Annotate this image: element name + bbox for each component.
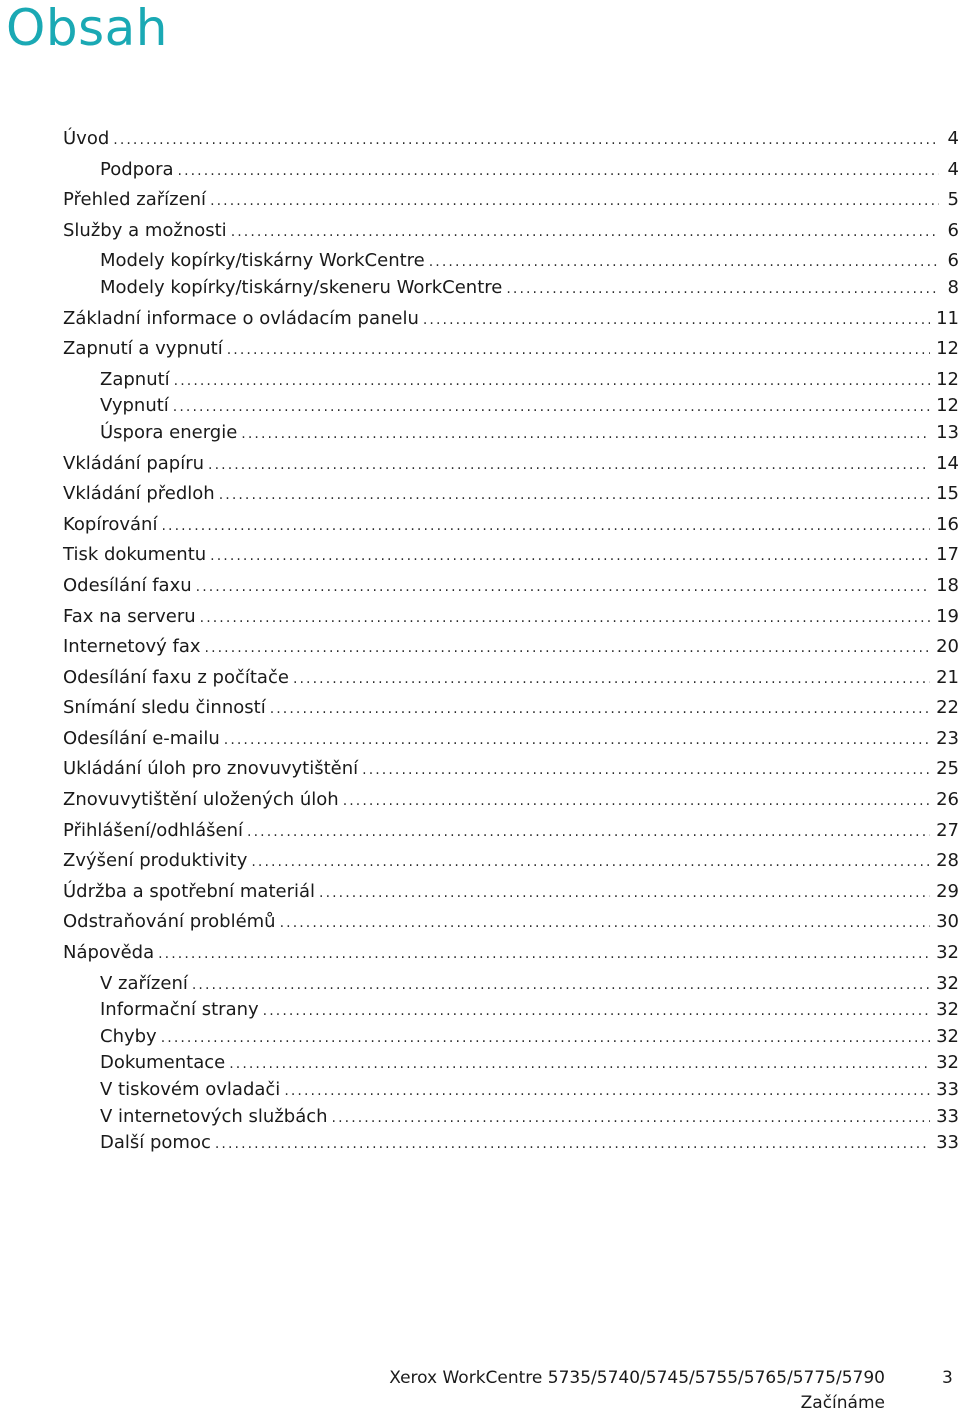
toc-entry[interactable]	[63, 728, 959, 759]
toc-entry[interactable]	[63, 1052, 959, 1079]
toc-entry-page: 23	[936, 727, 959, 749]
toc-entry[interactable]	[63, 1026, 959, 1053]
toc-entry-title: Vkládání předloh	[63, 483, 215, 505]
toc-entry-page: 11	[936, 307, 959, 329]
toc-entry-page: 26	[936, 789, 959, 811]
toc-entry[interactable]	[63, 369, 959, 396]
toc-entry[interactable]	[63, 1106, 959, 1133]
toc-entry-title: Zapnutí a vypnutí	[63, 338, 223, 360]
toc-entry-title: Kopírování	[63, 513, 158, 535]
toc-dot-leader	[280, 915, 931, 931]
toc-entry-title: Tisk dokumentu	[63, 544, 207, 566]
toc-entry-title: Informační strany	[100, 999, 259, 1021]
toc-entry-title: Chyby	[100, 1025, 157, 1047]
toc-entry-page: 33	[936, 1105, 959, 1127]
toc-entry[interactable]	[63, 277, 959, 304]
toc-entry[interactable]	[63, 250, 959, 277]
toc-entry-title: Vypnutí	[100, 395, 169, 417]
toc-entry-title: Snímání sledu činností	[63, 697, 266, 719]
toc-dot-leader	[161, 518, 930, 534]
toc-dot-leader	[208, 457, 930, 473]
toc-entry[interactable]	[63, 483, 959, 514]
toc-entry[interactable]	[63, 453, 959, 484]
toc-entry-page: 6	[947, 219, 959, 241]
toc-dot-leader	[231, 224, 939, 240]
toc-entry[interactable]	[63, 128, 959, 159]
toc-entry-title: Přehled zařízení	[63, 189, 207, 211]
toc-entry[interactable]	[63, 1132, 959, 1159]
toc-entry-title: Ukládání úloh pro znovuvytištění	[63, 758, 359, 780]
toc-entry-page: 19	[936, 605, 959, 627]
toc-dot-leader	[229, 1056, 930, 1072]
toc-entry-page: 18	[936, 574, 959, 596]
toc-entry-title: V tiskovém ovladači	[100, 1079, 281, 1100]
toc-entry[interactable]	[63, 220, 959, 251]
toc-dot-leader	[205, 640, 931, 656]
toc-dot-leader	[227, 342, 930, 358]
toc-entry-page: 30	[936, 911, 959, 933]
toc-dot-leader	[343, 793, 930, 809]
toc-entry[interactable]	[63, 667, 959, 698]
toc-entry[interactable]	[63, 999, 959, 1026]
footer-page-number: 3	[942, 1368, 953, 1388]
toc-dot-leader	[200, 610, 930, 626]
toc-entry-page: 28	[936, 850, 959, 872]
toc-entry-page: 32	[936, 1025, 959, 1047]
toc-entry[interactable]	[63, 395, 959, 422]
toc-entry-page: 27	[936, 819, 959, 841]
toc-entry[interactable]	[63, 789, 959, 820]
toc-entry-title: Nápověda	[63, 942, 155, 964]
toc-entry-page: 25	[936, 758, 959, 780]
toc-entry-page: 17	[936, 544, 959, 566]
toc-dot-leader	[293, 671, 930, 687]
toc-entry[interactable]	[63, 544, 959, 575]
toc-dot-leader	[251, 854, 930, 870]
toc-entry-title: Fax na serveru	[63, 605, 196, 627]
toc-dot-leader	[319, 885, 930, 901]
toc-entry-page: 21	[936, 666, 959, 688]
toc-entry-title: Zapnutí	[100, 368, 170, 390]
toc-dot-leader	[210, 548, 930, 564]
footer-product: Xerox WorkCentre 5735/5740/5745/5755/5765/5775/5790	[389, 1368, 885, 1388]
toc-entry-title: Odesílání e-mailu	[63, 727, 220, 749]
toc-dot-leader	[173, 399, 930, 415]
toc-entry-page: 12	[936, 338, 959, 360]
toc-entry-title: Úvod	[63, 128, 110, 149]
toc-entry-page: 4	[947, 158, 959, 180]
toc-dot-leader	[332, 1110, 931, 1126]
toc-entry-title: Další pomoc	[100, 1132, 211, 1154]
toc-entry-page: 16	[936, 513, 959, 535]
toc-entry-page: 20	[936, 636, 959, 658]
toc-entry-title: Dokumentace	[100, 1052, 226, 1074]
toc-entry-page: 13	[936, 421, 959, 443]
toc-entry-page: 32	[936, 942, 959, 964]
toc-entry[interactable]	[63, 308, 959, 339]
toc-entry-title: Odesílání faxu z počítače	[63, 666, 289, 688]
toc-dot-leader	[192, 977, 930, 993]
toc-entry-title: Základní informace o ovládacím panelu	[63, 307, 419, 329]
toc-entry[interactable]	[63, 422, 959, 449]
toc-entry-page: 32	[936, 972, 959, 994]
toc-dot-leader	[215, 1136, 930, 1152]
toc-entry[interactable]	[63, 973, 959, 1000]
toc-entry[interactable]	[63, 850, 959, 881]
toc-entry[interactable]	[63, 820, 959, 851]
toc-entry-title: Modely kopírky/tiskárny WorkCentre	[100, 250, 425, 272]
toc-entry-page: 32	[936, 999, 959, 1021]
toc-entry[interactable]	[63, 606, 959, 637]
toc-entry[interactable]	[63, 159, 959, 186]
toc-entry-page: 15	[936, 483, 959, 505]
toc-entry-page: 8	[947, 276, 959, 298]
toc-entry[interactable]	[63, 636, 959, 667]
toc-entry-title: Úspora energie	[100, 421, 238, 443]
toc-entry-page: 33	[936, 1132, 959, 1154]
toc-entry-page: 5	[947, 189, 959, 211]
toc-dot-leader	[224, 732, 930, 748]
toc-entry-title: Zvýšení produktivity	[63, 850, 248, 872]
toc-dot-leader	[506, 281, 939, 297]
toc-dot-leader	[263, 1003, 930, 1019]
toc-entry[interactable]	[63, 338, 959, 369]
toc-entry-title: Odstraňování problémů	[63, 911, 276, 933]
toc-entry-page: 4	[947, 128, 959, 149]
toc-entry-page: 29	[936, 880, 959, 902]
toc-entry-page: 12	[936, 368, 959, 390]
page-footer	[389, 1366, 885, 1416]
footer-section: Začínáme	[800, 1393, 885, 1413]
page-title: Obsah	[6, 0, 168, 57]
toc-entry-title: Služby a možnosti	[63, 219, 227, 241]
toc-entry-title: Odesílání faxu	[63, 574, 192, 596]
table-of-contents	[63, 128, 959, 1159]
toc-entry[interactable]	[63, 942, 959, 973]
toc-entry-title: Podpora	[100, 158, 174, 180]
toc-entry-title: V zařízení	[100, 972, 188, 994]
toc-entry[interactable]	[63, 758, 959, 789]
toc-dot-leader	[174, 373, 930, 389]
toc-dot-leader	[219, 487, 930, 503]
toc-dot-leader	[196, 579, 930, 595]
toc-entry[interactable]	[63, 697, 959, 728]
toc-entry-title: Modely kopírky/tiskárny/skeneru WorkCentre	[100, 276, 503, 298]
toc-entry[interactable]	[63, 911, 959, 942]
toc-dot-leader	[423, 312, 930, 328]
toc-entry-title: Údržba a spotřební materiál	[63, 880, 316, 902]
toc-entry[interactable]	[63, 1079, 959, 1106]
toc-dot-leader	[158, 946, 930, 962]
toc-entry-title: Internetový fax	[63, 636, 201, 658]
toc-entry-page: 6	[947, 250, 959, 272]
toc-entry-page: 22	[936, 697, 959, 719]
toc-dot-leader	[362, 762, 930, 778]
toc-dot-leader	[113, 132, 939, 148]
toc-dot-leader	[429, 254, 939, 270]
toc-entry-title: Vkládání papíru	[63, 452, 205, 474]
toc-entry-page: 32	[936, 1052, 959, 1074]
toc-dot-leader	[241, 426, 930, 442]
toc-entry-title: Znovuvytištění uložených úloh	[63, 789, 339, 811]
toc-dot-leader	[270, 701, 930, 717]
toc-dot-leader	[161, 1030, 930, 1046]
toc-entry-title: V internetových službách	[100, 1105, 328, 1127]
toc-entry-page: 14	[936, 452, 959, 474]
toc-entry[interactable]	[63, 514, 959, 545]
toc-entry-title: Přihlášení/odhlášení	[63, 819, 244, 841]
toc-dot-leader	[210, 193, 939, 209]
toc-entry[interactable]	[63, 881, 959, 912]
toc-entry[interactable]	[63, 575, 959, 606]
toc-entry-page: 12	[936, 395, 959, 417]
toc-dot-leader	[178, 163, 939, 179]
toc-dot-leader	[247, 824, 930, 840]
toc-entry[interactable]	[63, 189, 959, 220]
toc-dot-leader	[284, 1083, 930, 1099]
toc-entry-page: 33	[936, 1079, 959, 1100]
